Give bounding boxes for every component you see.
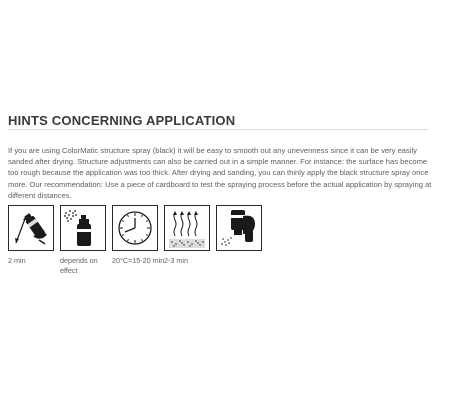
icon-caption: 2 min [8, 256, 26, 265]
icon-item-clock [112, 205, 165, 276]
clock-icon [112, 205, 158, 251]
section-title: HINTS CONCERNING APPLICATION [8, 113, 236, 128]
icon-item-shake [8, 205, 54, 276]
icon-row [8, 205, 262, 276]
drying-heat-icon [164, 205, 210, 251]
icon-item-spray [60, 205, 106, 276]
icon-item-drying [164, 205, 210, 276]
spray-can-icon [60, 205, 106, 251]
clean-nozzle-icon [216, 205, 262, 251]
instructions-paragraph: If you are using ColorMatic structure spray (black) it will be easy to smooth out any unevenness since it can be very easily sanded after drying. Structure adjustments can also be carried out in a simple manner. For instance: the surface has become too rough because the application was too thick. After drying and sanding, you can thinly apply the black structure spray once more. Our recommendation: Use a piece of cardboard to test the spraying process before the actual application by spraying at different distances. [8, 146, 432, 200]
icon-item-clean [216, 205, 262, 276]
icon-caption: 20°C=15-20 min [112, 256, 165, 265]
icon-caption: depends on effect [60, 256, 98, 275]
title-divider [8, 129, 428, 130]
icon-caption: 2-3 min [164, 256, 188, 265]
shake-can-icon [8, 205, 54, 251]
